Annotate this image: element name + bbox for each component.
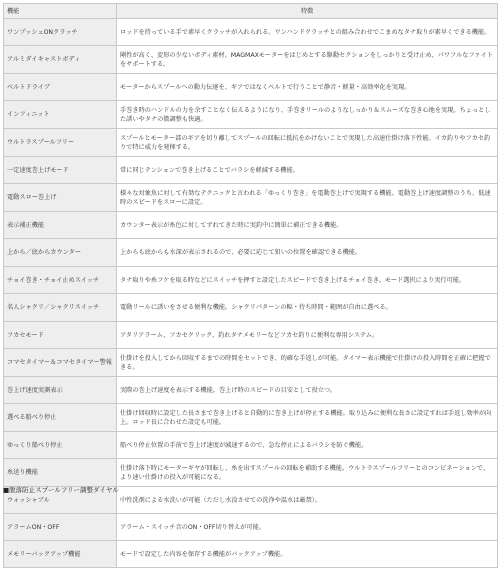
table-row — [4, 432, 498, 459]
feature-description: 様々な対象魚に対して有効なテクニックと言われる「ゆっくり巻き」を電動巻上げで実現する機能。電動巻上げ速度調整のうち、低速時のスピードをスローに設定。 — [117, 184, 498, 212]
feature-description: 仕掛け落下時にモーターギヤが回転し、糸を出すスプールの回転を補助する機能。ウルトラスプールフリーとのコンビネーションで、より速い仕掛けの投入が可能になる。 — [117, 459, 498, 487]
feature-description: 電動リールに誘いをさせる便利な機能。シャクリパターンの幅・待ち時間・範囲が自由に選べる。 — [117, 294, 498, 322]
feature-name: 一定速度巻上げモード — [4, 157, 117, 184]
feature-name: 名人シャクリ／シャクリスイッチ — [4, 294, 117, 322]
spec-table-container — [3, 3, 497, 568]
table-row — [4, 239, 498, 267]
feature-description: 常に同じテンションで巻き上げることでバラシを軽減する機能。 — [117, 157, 498, 184]
feature-name: 表示補正機能 — [4, 212, 117, 239]
table-row — [4, 404, 498, 432]
feature-description: アタリアラーム、フカセクリック、釣れタナメモリーなどフカセ釣りに便利な専用システム。 — [117, 322, 498, 349]
feature-name: 電動スロー巻上げ — [4, 184, 117, 212]
feature-description: 剛性が高く、変形の少ないボディ素材。MAGMAXモーターをはじめとする駆動セクションをしっかりと受け止め、パワフルなファイトをサポートする。 — [117, 46, 498, 74]
table-row — [4, 129, 498, 157]
feature-name: アルミダイキャストボディ — [4, 46, 117, 74]
feature-name: コマセタイマー＆コマセタイマー警報 — [4, 349, 117, 377]
footnote: ■脱落防止スプールフリー調整ダイヤル — [3, 486, 119, 494]
table-header-row — [4, 4, 498, 19]
table-row — [4, 46, 498, 74]
feature-name: ワンプッシュONクラッチ — [4, 19, 117, 46]
feature-name: 糸送り機能 — [4, 459, 117, 487]
table-row — [4, 294, 498, 322]
table-row — [4, 322, 498, 349]
table-row — [4, 349, 498, 377]
table-row — [4, 19, 498, 46]
table-row — [4, 74, 498, 101]
feature-name: インフィニット — [4, 101, 117, 129]
feature-name: ウォッシャブル — [4, 487, 117, 514]
feature-name: ゆっくり船べり停止 — [4, 432, 117, 459]
feature-description: アラーム・スイッチ音のON・OFF切り替えが可能。 — [117, 514, 498, 541]
header-feature-description: 特徴 — [117, 4, 498, 19]
feature-name: メモリーバックアップ機能 — [4, 541, 117, 568]
feature-description: スプールとモーター部のギアを切り離してスプールの回転に抵抗をかけないことで実現した高速仕掛け落下性能。イカ釣りやフカセ釣りで特に威力を発揮する。 — [117, 129, 498, 157]
feature-name: ベルトドライブ — [4, 74, 117, 101]
feature-description: 手巻き時のハンドルの力を余すことなく伝えるようになり、手巻きリールのようなしっかり＆スムーズな巻き心地を実現。ちょっとした誘いやタナの微調整も快適。 — [117, 101, 498, 129]
table-row — [4, 541, 498, 568]
feature-name: 上から／底からカウンター — [4, 239, 117, 267]
table-row — [4, 184, 498, 212]
table-row — [4, 514, 498, 541]
feature-description: カウンター表示が糸色に対してずれてきた時に実釣中に簡単に補正できる機能。 — [117, 212, 498, 239]
feature-description: 実際の巻上げ速度を表示する機能。巻上げ時のスピードの目安として役立つ。 — [117, 377, 498, 404]
feature-table — [3, 3, 498, 568]
feature-description: 上からも底からも水深が表示されるので、必要に応じて狙いの位置を確認できる機能。 — [117, 239, 498, 267]
feature-description: 船べり停止位置の手前で巻上げ速度が減速するので、急な停止によるバラシを防ぐ機能。 — [117, 432, 498, 459]
header-feature-name: 機能 — [4, 4, 117, 19]
feature-description: 仕掛け回収時に設定した長さまで巻き上げると自動的に巻き上げが停止する機能。取り込みに便利な長さに設定すれば手返し効率が向上。ロッド長に合わせた設定も可能。 — [117, 404, 498, 432]
feature-name: フカセモード — [4, 322, 117, 349]
feature-name: チョイ巻き・チョイ止めスイッチ — [4, 267, 117, 294]
feature-name: 選べる船べり停止 — [4, 404, 117, 432]
table-row — [4, 101, 498, 129]
table-row — [4, 212, 498, 239]
table-row — [4, 267, 498, 294]
feature-description: モーターからスプールへの動力伝達を、ギアではなくベルトで行うことで静音・軽量・高効率化を実現。 — [117, 74, 498, 101]
table-row — [4, 459, 498, 487]
feature-name: アラームON・OFF — [4, 514, 117, 541]
feature-description: 仕掛けを投入してから回収するまでの時間をセットでき、的確な手返しが可能。タイマー表示機能で仕掛けの投入時間を正確に把握できる。 — [117, 349, 498, 377]
feature-description: 中性洗剤による水洗いが可能（ただし水没させての洗浄や温水は厳禁）。 — [117, 487, 498, 514]
feature-name: 巻上げ速度実測表示 — [4, 377, 117, 404]
feature-description: タナ取りや糸フケを取る時などにスイッチを押すと設定したスピードで巻き上げるチョイ巻き。モード選択により実行可能。 — [117, 267, 498, 294]
feature-name: ウルトラスプールフリー — [4, 129, 117, 157]
table-row — [4, 377, 498, 404]
table-row — [4, 157, 498, 184]
feature-description: ロッドを持っている手で素早くクラッチが入れられる。ワンハンドクラッチとの組み合わせでこまめなタナ取りが素早くできる機能。 — [117, 19, 498, 46]
feature-description: モードで設定した内容を保存する機能がバックアップ機能。 — [117, 541, 498, 568]
